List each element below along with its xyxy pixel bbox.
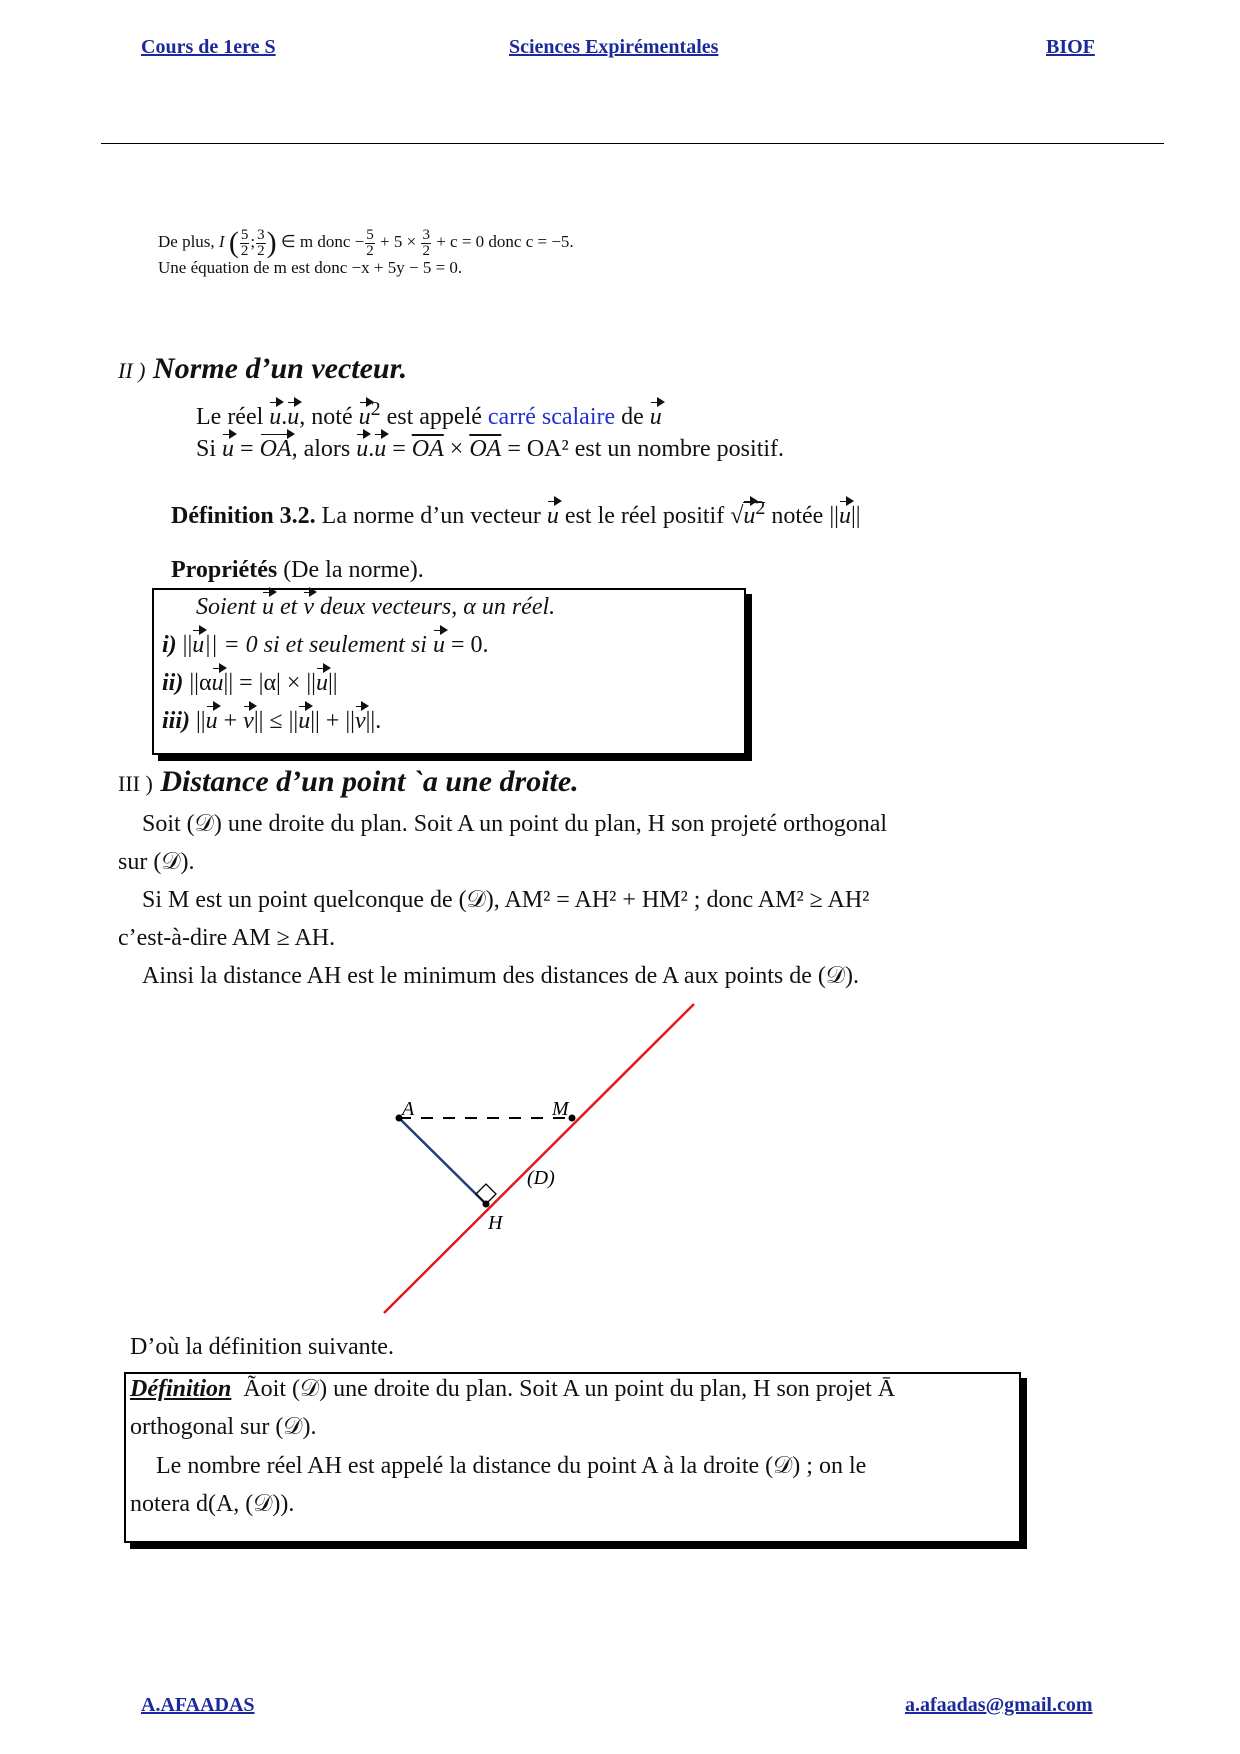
header-subject[interactable]: Sciences Expirémentales <box>509 36 719 58</box>
intro-line-2: Une équation de m est donc −x + 5y − 5 = 0. <box>158 258 463 277</box>
after-figure-text: D’où la définition suivante. <box>130 1334 394 1360</box>
properties-intro: Soient u et v deux vecteurs, α un réel. <box>196 594 556 620</box>
section-2-heading: II ) Norme d’un vecteur. <box>118 352 408 385</box>
intro-line-1: De plus, I ( $\frac{5}{2}$ ; $\frac{3}{2}$ ) ∈ m donc − $\frac{5}{2}$ + 5 × $\frac{3}{2}$ + c = 0 donc c = −5. <box>158 226 574 259</box>
section-3-p2: Si M est un point quelconque de (𝒟), AM² = AH² + HM² ; donc AM² ≥ AH² <box>142 887 870 913</box>
properties-heading: Propriétés (De la norme). <box>171 557 424 583</box>
header-biof[interactable]: BIOF <box>1046 36 1095 58</box>
footer-author[interactable]: A.AFAADAS <box>141 1694 255 1716</box>
definition-line-4: notera d(A, (𝒟)). <box>130 1491 295 1517</box>
definition-line-2: orthogonal sur (𝒟). <box>130 1414 317 1440</box>
label-A: A <box>402 1098 415 1120</box>
label-D: (D) <box>527 1167 555 1189</box>
definition-3-2: Définition 3.2. La norme d’un vecteur u est le réel positif $√u^2$ notée ||u|| <box>171 497 861 529</box>
definition-line-1: Définition Ãoit (𝒟) une droite du plan. Soit A un point du plan, H son projet Ā <box>130 1376 896 1402</box>
footer-email[interactable]: a.afaadas@gmail.com <box>905 1694 1093 1716</box>
line-D <box>384 1004 694 1313</box>
label-H: H <box>488 1212 503 1234</box>
definition-line-3: Le nombre réel AH est appelé la distance du point A à la droite (𝒟) ; on le <box>156 1453 867 1479</box>
section-3-p1b: sur (𝒟). <box>118 849 195 875</box>
property-i: i) ||u|| = 0 si et seulement si u = 0. <box>162 632 489 658</box>
section-2-line-2: Si u = OA, alors $u.u = \overline{OA} \times \overline{OA} = OA^2$ est un nombre positif. <box>196 436 785 462</box>
section-3-heading: III ) Distance d’un point `a une droite. <box>118 765 579 798</box>
segment-AH <box>399 1118 486 1204</box>
property-ii: ii) ||αu|| = |α| × ||u|| <box>162 670 338 696</box>
property-iii: iii) ||u + v|| ≤ ||u|| + ||v||. <box>162 708 382 734</box>
header-course[interactable]: Cours de 1ere S <box>141 36 276 58</box>
section-2-line-1: Le réel u.u, noté $u^2$ est appelé carré scalaire de u <box>196 398 662 430</box>
section-3-p1: Soit (𝒟) une droite du plan. Soit A un point du plan, H son projeté orthogonal <box>142 811 888 837</box>
section-3-p2b: c’est-à-dire AM ≥ AH. <box>118 925 336 951</box>
point-H <box>483 1201 490 1208</box>
carre-scalaire-link[interactable]: carré scalaire <box>487 404 616 430</box>
section-3-p3: Ainsi la distance AH est le minimum des distances de A aux points de (𝒟). <box>142 963 860 989</box>
label-M: M <box>552 1098 569 1120</box>
point-M <box>569 1115 576 1122</box>
